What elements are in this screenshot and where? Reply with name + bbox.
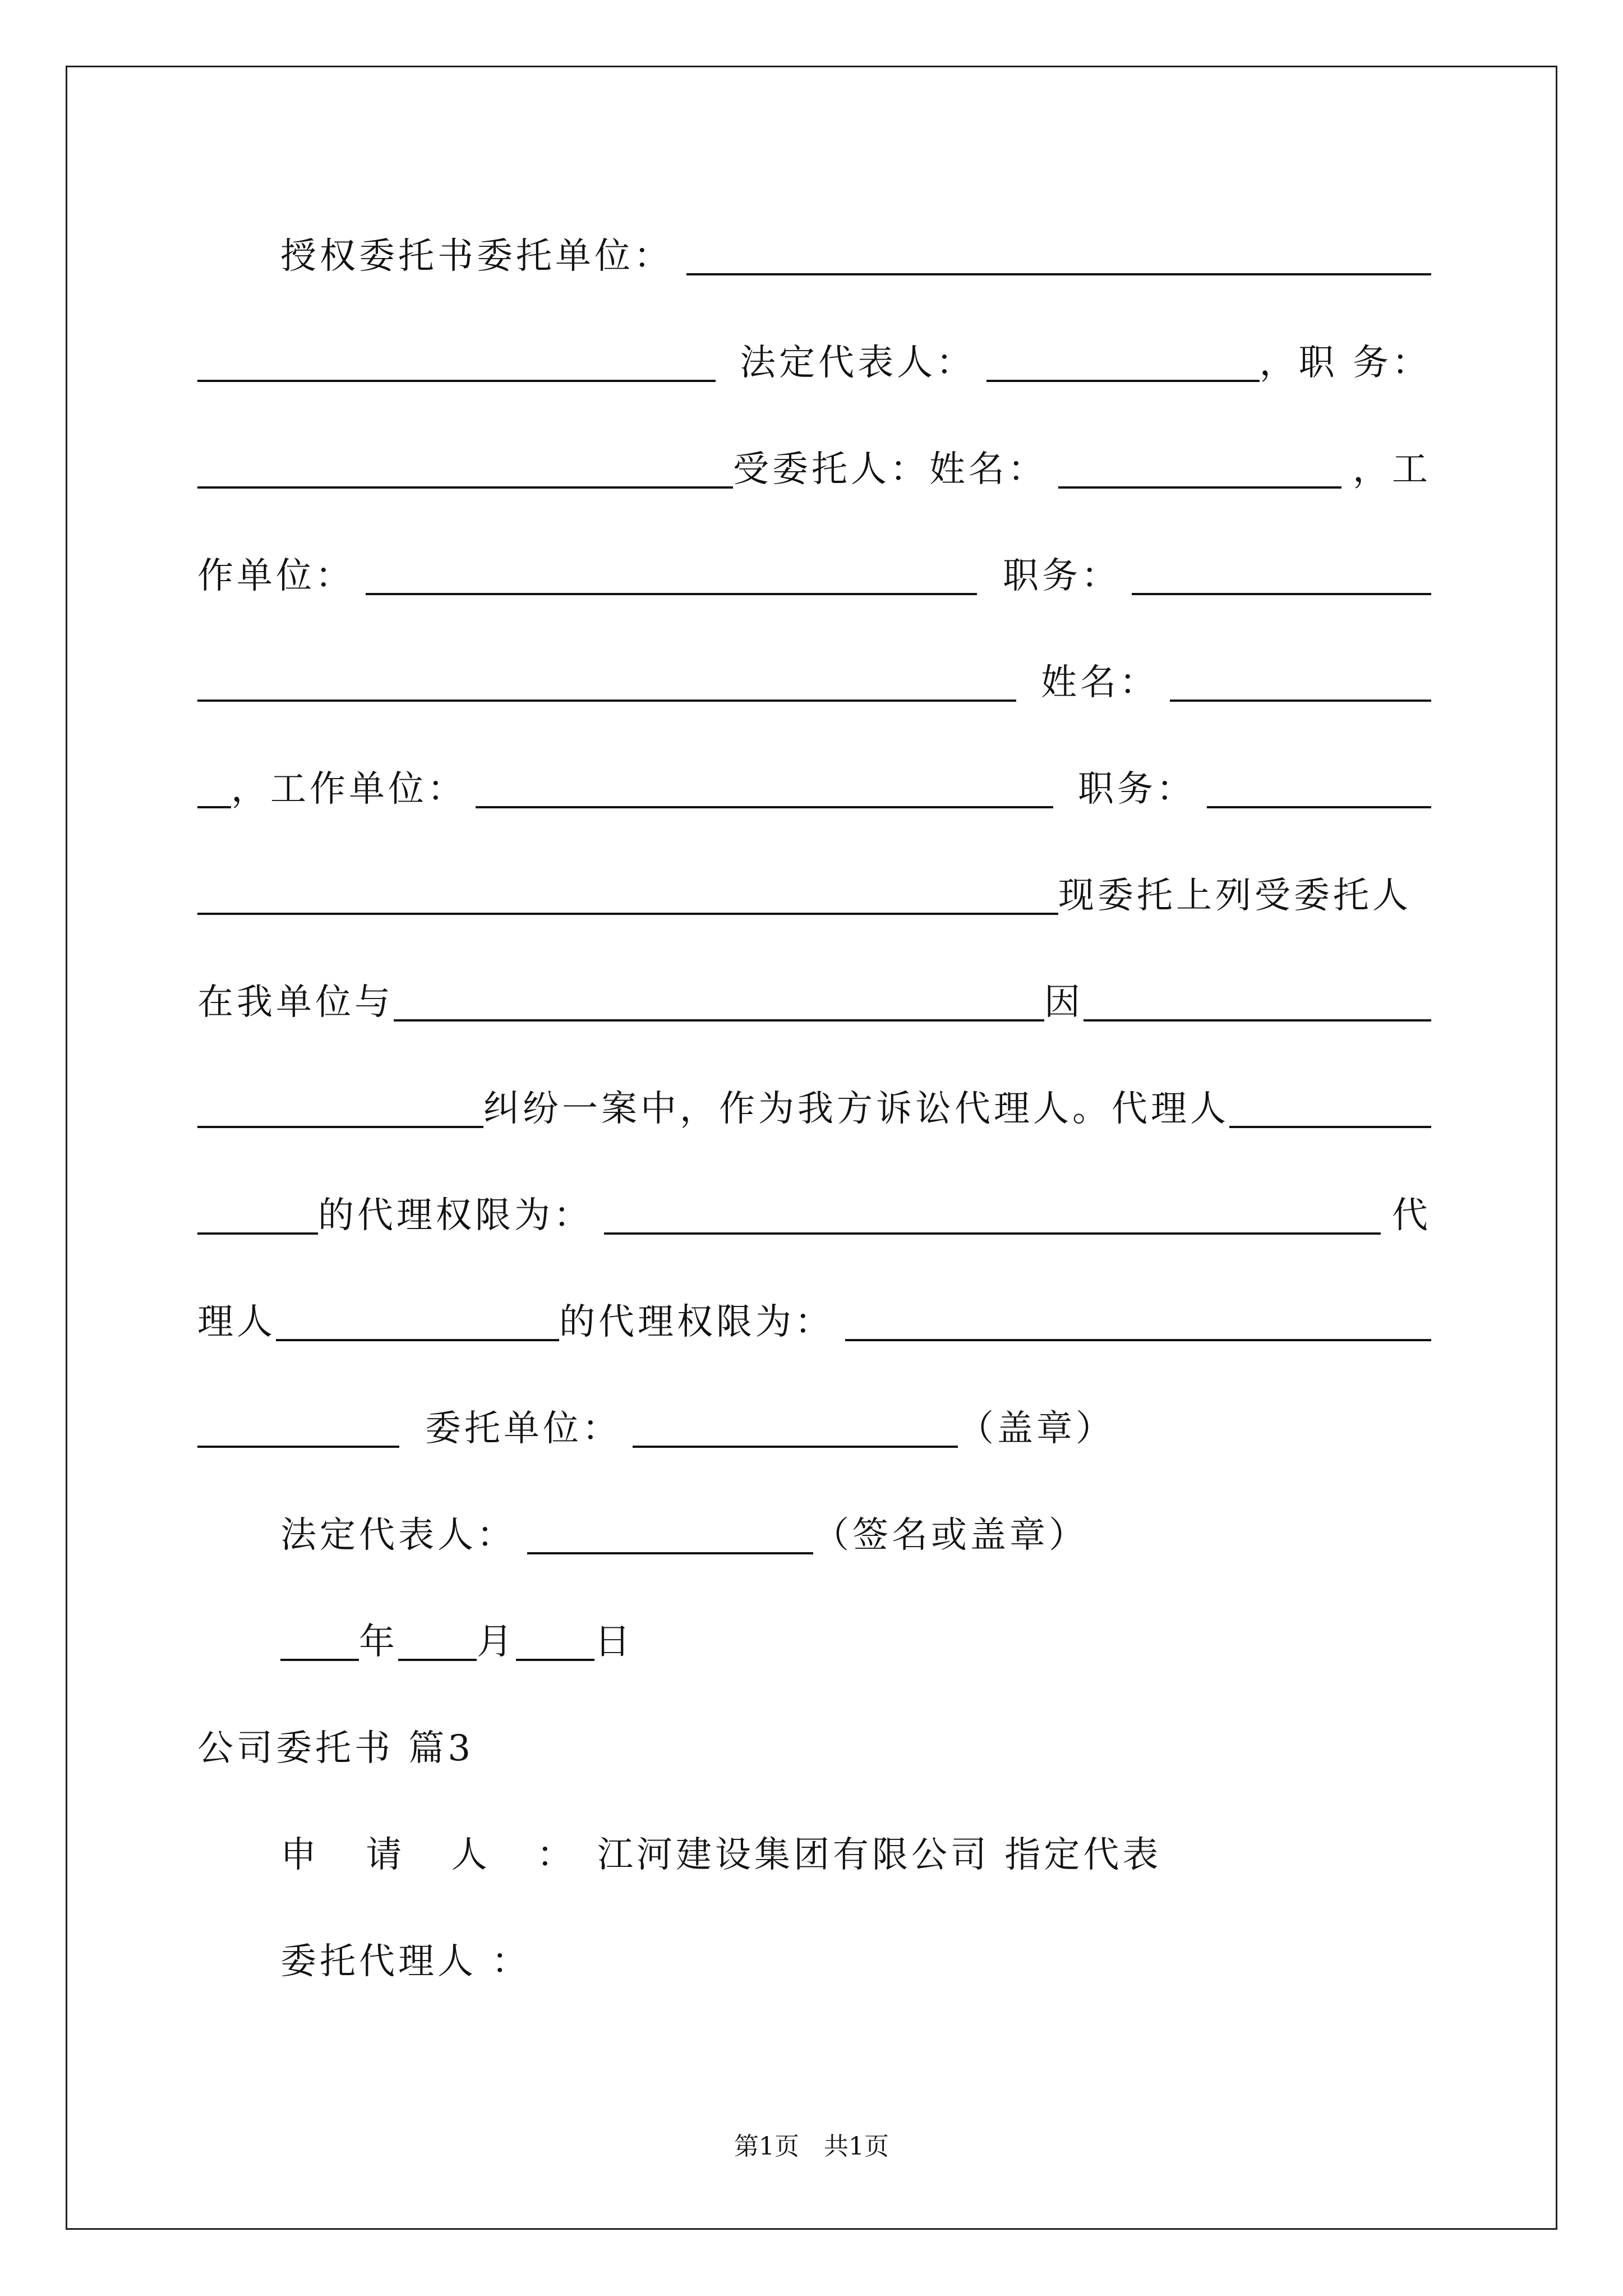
- doc-line-17: [280, 1921, 1431, 1983]
- text-month: 月: [477, 1621, 516, 1663]
- text-day: 日: [594, 1621, 634, 1663]
- text-because: 因: [1044, 982, 1083, 1023]
- text-our-unit-with: 在我单位与: [197, 982, 394, 1023]
- blank-authorizing-unit: [686, 273, 1431, 275]
- doc-line-3: [197, 429, 1431, 491]
- blank-duty-cont: [197, 700, 1016, 702]
- text-work-unit: 作单位：: [197, 555, 354, 597]
- doc-line-12: [197, 1388, 1431, 1450]
- blank-entrusting-unit: [633, 1446, 958, 1448]
- text-dispute-case: 纠纷一案中，作为我方诉讼代理人。代理人: [483, 1088, 1229, 1130]
- blank-agent-name: [1058, 486, 1341, 489]
- text-duty-2: 职务：: [1078, 769, 1196, 810]
- doc-line-6: [197, 749, 1431, 811]
- text-sign-or-seal: （签名或盖章）: [813, 1515, 1088, 1556]
- text-work: ，工: [1353, 449, 1431, 490]
- blank-year: [280, 1659, 359, 1661]
- page-footer: 第1页 共1页: [734, 2132, 889, 2161]
- doc-line-13: [280, 1495, 1431, 1557]
- text-entrust-listed: 现委托上列受委托人: [1058, 875, 1412, 917]
- doc-line-7: [197, 855, 1431, 917]
- text-authorizing-unit: 授权委托书委托单位：: [280, 236, 673, 277]
- text-year: 年: [359, 1621, 398, 1663]
- blank-cause: [1083, 1019, 1431, 1022]
- blank-day: [516, 1659, 594, 1661]
- blank-counterparty: [394, 1019, 1044, 1022]
- text-agent-name: 受委托人：姓名：: [733, 449, 1047, 490]
- blank-work-unit: [366, 593, 977, 595]
- blank-unit-cont: [197, 380, 716, 382]
- doc-line-14: [280, 1602, 1431, 1663]
- blank-duty-2-cont: [197, 913, 1058, 915]
- blank-agent-1: [1229, 1126, 1431, 1128]
- blank-cause-cont: [197, 1126, 483, 1128]
- blank-duty: [1132, 593, 1431, 595]
- text-duty: 职务：: [1003, 555, 1121, 597]
- text-applicant-label: 申 请 人 ：: [280, 1834, 592, 1876]
- doc-line-2: [197, 323, 1431, 384]
- text-work-unit-2: ，工作单位：: [231, 769, 467, 810]
- blank-authority-1: [604, 1232, 1381, 1235]
- text-agent-2-start: 代: [1392, 1195, 1431, 1236]
- text-agent-2-end: 理人: [197, 1301, 276, 1343]
- text-agent-label: 委托代理人 ：: [280, 1941, 531, 1982]
- text-authority-2: 的代理权限为：: [559, 1301, 834, 1343]
- blank-legal-rep-sign: [527, 1552, 813, 1554]
- text-applicant-value: 江河建设集团有限公司 指定代表: [597, 1834, 1162, 1876]
- blank-legal-rep: [986, 380, 1260, 382]
- text-legal-rep-sign: 法定代表人：: [280, 1515, 516, 1556]
- blank-authority-2-cont: [197, 1446, 399, 1448]
- text-legal-rep: 法定代表人：: [740, 342, 976, 384]
- text-name-2: 姓名：: [1041, 662, 1159, 703]
- page-border: [66, 66, 1557, 2230]
- text-position: ，职 务：: [1259, 342, 1431, 384]
- blank-work-unit-2: [476, 806, 1053, 808]
- text-seal: （盖章）: [958, 1408, 1115, 1450]
- text-entrusting-unit: 委托单位：: [425, 1408, 621, 1450]
- blank-duty-2: [1207, 806, 1431, 808]
- doc-line-11: [197, 1282, 1431, 1343]
- blank-agent-2: [276, 1339, 559, 1341]
- doc-line-1: [280, 216, 1431, 278]
- doc-line-8: [197, 962, 1431, 1024]
- blank-agent-1-cont: [197, 1232, 318, 1235]
- doc-line-4: [197, 536, 1431, 597]
- doc-line-5: [197, 642, 1431, 704]
- doc-line-9: [197, 1069, 1431, 1130]
- doc-line-10: [197, 1175, 1431, 1237]
- blank-authority-2: [845, 1339, 1431, 1341]
- blank-month: [398, 1659, 477, 1661]
- doc-line-15: [197, 1708, 1431, 1770]
- blank-name-2-cont: [197, 806, 231, 808]
- blank-name-2: [1170, 700, 1431, 702]
- doc-line-16: [280, 1815, 1431, 1876]
- blank-position: [197, 486, 733, 489]
- text-authority-1: 的代理权限为：: [318, 1195, 593, 1236]
- section-heading: 公司委托书 篇3: [197, 1728, 474, 1769]
